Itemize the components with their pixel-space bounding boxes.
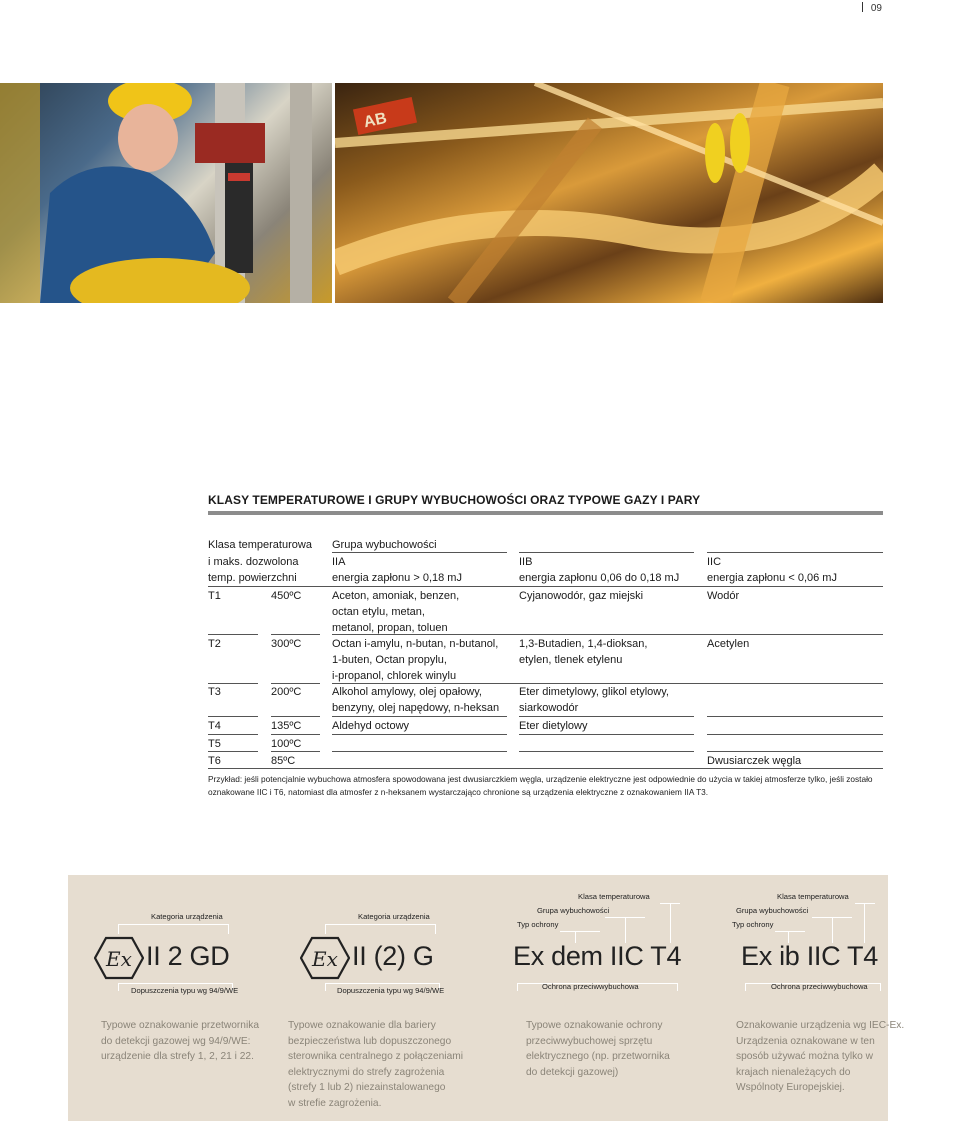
svg-text:Ex: Ex	[312, 947, 338, 971]
group-iib-name: IIB	[519, 556, 533, 568]
ex-hexagon-icon	[300, 936, 350, 980]
row-t2-iic: Acetylen	[707, 638, 750, 650]
col-header-line3: temp. powierzchni	[208, 572, 297, 584]
group-iic-name: IIC	[707, 556, 722, 568]
row-t1-iia: Aceton, amoniak, benzen,	[332, 590, 460, 602]
marking4-bottom-label: Ochrona przeciwwybuchowa	[771, 982, 868, 991]
rule	[707, 734, 883, 735]
rule	[519, 716, 694, 717]
marking3-bottom-label: Ochrona przeciwwybuchowa	[542, 982, 639, 991]
bracket-line	[228, 924, 229, 934]
marking4-label-group: Grupa wybuchowości	[736, 906, 809, 915]
bracket-line	[325, 924, 435, 925]
row-t2-iib: 1,3-Butadien, 1,4-dioksan,	[519, 638, 648, 650]
svg-text:Ex: Ex	[106, 947, 132, 971]
rule	[208, 716, 258, 717]
group-header: Grupa wybuchowości	[332, 539, 437, 551]
rule	[271, 716, 320, 717]
rule	[208, 751, 258, 752]
plant-illustration	[335, 83, 883, 303]
bracket-line	[325, 924, 326, 934]
group-iic-energy: energia zapłonu < 0,06 mJ	[707, 572, 837, 584]
row-t1-iia: octan etylu, metan,	[332, 606, 425, 618]
marking4-label-temp-class: Klasa temperaturowa	[777, 892, 849, 901]
row-t2-iia: 1-buten, Octan propylu,	[332, 654, 447, 666]
rule	[519, 552, 694, 553]
marking3-label-protection-type: Typ ochrony	[517, 920, 559, 929]
rule	[271, 634, 320, 635]
marking1-bottom-label: Dopuszczenia typu wg 94/9/WE	[131, 986, 239, 995]
marking3-label-temp-class: Klasa temperaturowa	[578, 892, 650, 901]
bracket-line	[517, 983, 518, 991]
rule	[332, 634, 883, 635]
rule	[707, 552, 883, 553]
ex-hexagon-icon	[94, 936, 144, 980]
rule	[519, 751, 694, 752]
marking1-top-label: Kategoria urządzenia	[151, 912, 223, 921]
bracket-line	[670, 903, 671, 943]
row-t6-class: T6	[208, 755, 221, 767]
row-t4-class: T4	[208, 720, 221, 732]
row-t4-iia: Aldehyd octowy	[332, 720, 410, 732]
col-header-line1: Klasa temperaturowa	[208, 539, 312, 551]
col-header-line2: i maks. dozwolona	[208, 556, 299, 568]
table-bottom-rule	[208, 768, 883, 769]
group-iib-energy: energia zapłonu 0,06 do 0,18 mJ	[519, 572, 680, 584]
row-t2-iia: Octan i-amylu, n-butan, n-butanol,	[332, 638, 499, 650]
marking4-code: Ex ib IIC T4	[741, 941, 878, 971]
row-t2-iia: i-propanol, chlorek winylu	[332, 670, 457, 682]
marking3-label-group: Grupa wybuchowości	[537, 906, 610, 915]
rule	[208, 634, 258, 635]
rule	[271, 751, 320, 752]
bracket-line	[745, 983, 746, 991]
marking2-code: II (2) G	[352, 941, 434, 971]
bracket-line	[864, 903, 865, 943]
rule	[208, 734, 258, 735]
rule	[519, 734, 694, 735]
group-iia-energy: energia zapłonu > 0,18 mJ	[332, 572, 462, 584]
bracket-line	[677, 983, 678, 991]
row-t3-iib: Eter dimetylowy, glikol etylowy,	[519, 686, 669, 698]
rule	[332, 734, 507, 735]
marking4-description: Oznakowanie urządzenia wg IEC-Ex. Urządzenia oznakowane w ten sposób używać można tylko w krajach nienależących do Wspólnoty Europejskiej.	[736, 1020, 905, 1093]
row-t1-iic: Wodór	[707, 590, 740, 602]
worker-photo	[0, 83, 332, 303]
svg-text:AB: AB	[362, 109, 389, 132]
row-t1-class: T1	[208, 590, 221, 602]
bracket-line	[325, 983, 439, 984]
row-t3-iia: Alkohol amylowy, olej opałowy,	[332, 686, 482, 698]
marking3-description: Typowe oznakowanie ochrony przeciwwybuchowej sprzętu elektrycznego (np. przetwornika do detekcji gazowej)	[526, 1020, 670, 1078]
row-t2-class: T2	[208, 638, 221, 650]
bracket-line	[118, 924, 228, 925]
bracket-line	[625, 917, 626, 943]
bracket-line	[775, 931, 805, 932]
row-t1-iia: metanol, propan, toluen	[332, 622, 448, 634]
marking3-code: Ex dem IIC T4	[513, 941, 682, 971]
bracket-line	[880, 983, 881, 991]
bracket-line	[325, 983, 326, 991]
marking2-description: Typowe oznakowanie dla bariery bezpieczeństwa lub dopuszczonego sterownika centralnego z połączeniami elektrycznymi do strefy zagrożenia (strefy 1 lub 2) niezainstalowanego w strefie zagrożenia.	[288, 1020, 463, 1109]
section-title: KLASY TEMPERATUROWE I GRUPY WYBUCHOWOŚCI ORAZ TYPOWE GAZY I PARY	[208, 493, 701, 507]
row-t2-temp: 300ºC	[271, 638, 302, 650]
marking1-code: II 2 GD	[146, 941, 230, 971]
bracket-line	[118, 924, 119, 934]
row-t3-class: T3	[208, 686, 221, 698]
rule	[332, 552, 507, 553]
bracket-line	[855, 903, 875, 904]
row-t3-iia: benzyny, olej napędowy, n-heksan	[332, 702, 500, 714]
group-iia-name: IIA	[332, 556, 346, 568]
rule	[707, 716, 883, 717]
row-t6-temp: 85ºC	[271, 755, 296, 767]
marking2-top-label: Kategoria urządzenia	[358, 912, 430, 921]
marking2-bottom-label: Dopuszczenia typu wg 94/9/WE	[337, 986, 445, 995]
row-t4-iib: Eter dietylowy	[519, 720, 588, 732]
row-t2-iib: etylen, tlenek etylenu	[519, 654, 623, 666]
row-t3-temp: 200ºC	[271, 686, 302, 698]
row-t5-temp: 100ºC	[271, 738, 302, 750]
plant-photo	[335, 83, 883, 303]
page-number: 09	[862, 2, 882, 14]
row-t1-iib: Cyjanowodór, gaz miejski	[519, 590, 644, 602]
rule	[332, 716, 507, 717]
bracket-line	[560, 931, 600, 932]
bracket-line	[832, 917, 833, 943]
row-t1-temp: 450ºC	[271, 590, 302, 602]
row-t5-class: T5	[208, 738, 221, 750]
row-t4-temp: 135ºC	[271, 720, 302, 732]
rule	[271, 734, 320, 735]
bracket-line	[435, 924, 436, 934]
row-t3-iib: siarkowodór	[519, 702, 579, 714]
row-t6-iic: Dwusiarczek węgla	[707, 755, 802, 767]
bracket-line	[118, 983, 119, 991]
worker-illustration	[0, 83, 332, 303]
title-divider	[208, 511, 883, 515]
rule	[707, 751, 883, 752]
bracket-line	[118, 983, 232, 984]
marking1-description: Typowe oznakowanie przetwornika do detekcji gazowej wg 94/9/WE: urządzenie dla strefy 1, 2, 21 i 22.	[101, 1020, 259, 1062]
header-rule	[208, 586, 883, 587]
marking4-label-protection-type: Typ ochrony	[732, 920, 774, 929]
rule	[332, 751, 507, 752]
example-note: Przykład: jeśli potencjalnie wybuchowa atmosfera spowodowana jest dwusiarczkiem węgla, urządzenie elektryczne jest odpowiednie do użycia w takiej atmosferze tylko, jeśli zostało oznakowane IIC i T6, natomiast dla atmosfer z n-heksanem wystarczająco chronione są urządzenia elektryczne z oznakowaniem IIA T3.	[208, 774, 873, 797]
